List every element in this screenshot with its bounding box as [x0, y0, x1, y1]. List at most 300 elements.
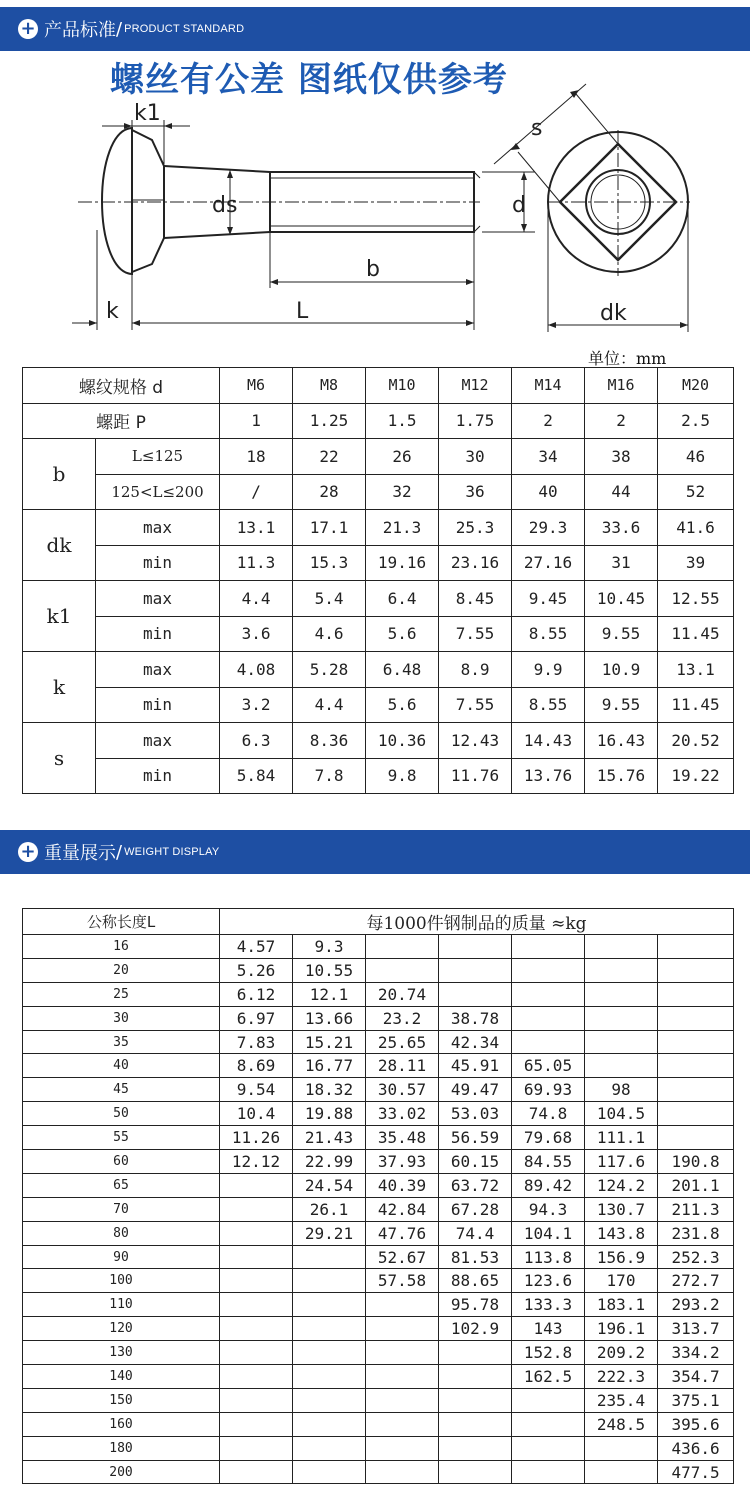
section-header-product-standard: [0, 7, 750, 51]
weight-cell: [585, 982, 658, 1006]
spec-cell: 23.16: [439, 545, 512, 581]
spec-cell: 19.16: [366, 545, 439, 581]
weight-cell: 477.5: [658, 1460, 734, 1484]
weight-cell: [512, 1030, 585, 1054]
spec-min-row: [23, 545, 734, 581]
weight-length-cell: 140: [23, 1365, 220, 1389]
label-d: d: [512, 193, 526, 218]
weight-cell: [366, 1436, 439, 1460]
weight-cell: 4.57: [220, 935, 293, 959]
weight-cell: [293, 1412, 366, 1436]
weight-cell: [585, 1460, 658, 1484]
weight-cell: 81.53: [439, 1245, 512, 1269]
section-title-cn: 重量展示: [44, 843, 116, 864]
weight-cell: [439, 1341, 512, 1365]
weight-cell: 11.26: [220, 1126, 293, 1150]
weight-cell: 8.69: [220, 1054, 293, 1078]
weight-length-cell: 50: [23, 1102, 220, 1126]
label-ds: ds: [212, 193, 238, 218]
weight-cell: [220, 1436, 293, 1460]
spec-cell: 15.3: [293, 545, 366, 581]
spec-b-row: [23, 474, 734, 510]
spec-cell: 2: [585, 403, 658, 439]
spec-group-label: b: [23, 439, 96, 510]
weight-cell: 252.3: [658, 1245, 734, 1269]
weight-cell: [658, 1030, 734, 1054]
spec-size-header: M6: [220, 368, 293, 404]
weight-cell: [293, 1436, 366, 1460]
weight-cell: [220, 1245, 293, 1269]
weight-cell: 313.7: [658, 1317, 734, 1341]
weight-cell: [220, 1365, 293, 1389]
weight-cell: 57.58: [366, 1269, 439, 1293]
weight-length-cell: 60: [23, 1150, 220, 1174]
spec-max-row: [23, 510, 734, 546]
weight-cell: [658, 982, 734, 1006]
weight-cell: 102.9: [439, 1317, 512, 1341]
weight-cell: 56.59: [439, 1126, 512, 1150]
spec-cell: 8.36: [293, 723, 366, 759]
weight-cell: 248.5: [585, 1412, 658, 1436]
weight-cell: [658, 1054, 734, 1078]
weight-cell: [366, 1341, 439, 1365]
weight-cell: [220, 1412, 293, 1436]
weight-cell: 143.8: [585, 1221, 658, 1245]
weight-cell: 74.8: [512, 1102, 585, 1126]
label-b: b: [366, 257, 380, 282]
spec-cell: 8.55: [512, 616, 585, 652]
weight-cell: 98: [585, 1078, 658, 1102]
weight-cell: 13.66: [293, 1006, 366, 1030]
weight-cell: 152.8: [512, 1341, 585, 1365]
weight-cell: 89.42: [512, 1173, 585, 1197]
spec-size-header: M12: [439, 368, 512, 404]
weight-cell: [658, 958, 734, 982]
weight-cell: [512, 1412, 585, 1436]
weight-cell: [585, 935, 658, 959]
spec-cell: 6.4: [366, 581, 439, 617]
weight-cell: 23.2: [366, 1006, 439, 1030]
weight-cell: 38.78: [439, 1006, 512, 1030]
spec-cell: 10.45: [585, 581, 658, 617]
weight-cell: [293, 1388, 366, 1412]
spec-cell: 4.4: [220, 581, 293, 617]
weight-length-cell: 55: [23, 1126, 220, 1150]
spec-cell: 13.76: [512, 758, 585, 794]
spec-b-condition: 125<L≤200: [96, 474, 220, 510]
spec-min-label: min: [96, 687, 220, 723]
spec-cell: 32: [366, 474, 439, 510]
spec-cell: 9.55: [585, 616, 658, 652]
weight-row: [23, 1317, 734, 1341]
weight-cell: 60.15: [439, 1150, 512, 1174]
spec-cell: 52: [658, 474, 734, 510]
spec-max-row: [23, 581, 734, 617]
spec-max-label: max: [96, 723, 220, 759]
weight-row: [23, 1341, 734, 1365]
spec-cell: 9.55: [585, 687, 658, 723]
weight-cell: [658, 1006, 734, 1030]
weight-cell: 29.21: [293, 1221, 366, 1245]
spec-cell: 6.48: [366, 652, 439, 688]
weight-row: [23, 1102, 734, 1126]
spec-cell: 17.1: [293, 510, 366, 546]
weight-cell: 6.97: [220, 1006, 293, 1030]
weight-cell: 190.8: [658, 1150, 734, 1174]
spec-cell: 22: [293, 439, 366, 475]
weight-cell: [220, 1173, 293, 1197]
spec-cell: 36: [439, 474, 512, 510]
spec-cell: 12.55: [658, 581, 734, 617]
weight-length-cell: 120: [23, 1317, 220, 1341]
weight-cell: 28.11: [366, 1054, 439, 1078]
weight-cell: 104.1: [512, 1221, 585, 1245]
weight-cell: [439, 1388, 512, 1412]
weight-cell: 117.6: [585, 1150, 658, 1174]
weight-length-cell: 45: [23, 1078, 220, 1102]
weight-cell: 25.65: [366, 1030, 439, 1054]
spec-group-label: dk: [23, 510, 96, 581]
weight-cell: [220, 1460, 293, 1484]
weight-cell: 201.1: [658, 1173, 734, 1197]
weight-row: [23, 1006, 734, 1030]
spec-cell: 4.6: [293, 616, 366, 652]
weight-cell: 113.8: [512, 1245, 585, 1269]
weight-cell: [512, 958, 585, 982]
weight-cell: 162.5: [512, 1365, 585, 1389]
weight-cell: [366, 1388, 439, 1412]
weight-cell: 12.12: [220, 1150, 293, 1174]
weight-cell: [585, 1030, 658, 1054]
weight-cell: 6.12: [220, 982, 293, 1006]
label-dk: dk: [600, 301, 627, 326]
weight-length-cell: 150: [23, 1388, 220, 1412]
spec-cell: 44: [585, 474, 658, 510]
weight-cell: 143: [512, 1317, 585, 1341]
weight-cell: 47.76: [366, 1221, 439, 1245]
weight-cell: 9.54: [220, 1078, 293, 1102]
weight-cell: 63.72: [439, 1173, 512, 1197]
weight-cell: 10.4: [220, 1102, 293, 1126]
spec-cell: 1.25: [293, 403, 366, 439]
spec-cell: 21.3: [366, 510, 439, 546]
weight-cell: 395.6: [658, 1412, 734, 1436]
weight-cell: [293, 1365, 366, 1389]
weight-cell: 133.3: [512, 1293, 585, 1317]
weight-cell: 10.55: [293, 958, 366, 982]
weight-length-cell: 30: [23, 1006, 220, 1030]
spec-cell: 38: [585, 439, 658, 475]
spec-cell: 3.2: [220, 687, 293, 723]
spec-cell: 6.3: [220, 723, 293, 759]
weight-cell: 22.99: [293, 1150, 366, 1174]
weight-cell: [220, 1197, 293, 1221]
spec-cell: 2: [512, 403, 585, 439]
weight-cell: 111.1: [585, 1126, 658, 1150]
weight-cell: [293, 1341, 366, 1365]
weight-cell: [658, 935, 734, 959]
weight-cell: 69.93: [512, 1078, 585, 1102]
weight-cell: 231.8: [658, 1221, 734, 1245]
weight-cell: [585, 958, 658, 982]
spec-cell: 10.36: [366, 723, 439, 759]
spec-cell: 40: [512, 474, 585, 510]
weight-cell: 16.77: [293, 1054, 366, 1078]
weight-cell: [293, 1269, 366, 1293]
weight-cell: 222.3: [585, 1365, 658, 1389]
spec-group-label: k: [23, 652, 96, 723]
weight-cell: [512, 982, 585, 1006]
carriage-bolt-drawing: [0, 80, 750, 345]
weight-cell: 26.1: [293, 1197, 366, 1221]
spec-cell: 34: [512, 439, 585, 475]
weight-length-cell: 25: [23, 982, 220, 1006]
weight-cell: 334.2: [658, 1341, 734, 1365]
weight-cell: [439, 982, 512, 1006]
spec-cell: 29.3: [512, 510, 585, 546]
spec-cell: 13.1: [658, 652, 734, 688]
weight-row: [23, 982, 734, 1006]
spec-group-label: s: [23, 723, 96, 794]
spec-cell: 8.45: [439, 581, 512, 617]
weight-cell: 183.1: [585, 1293, 658, 1317]
section-header-weight-display: [0, 830, 750, 874]
spec-min-row: [23, 616, 734, 652]
weight-cell: 24.54: [293, 1173, 366, 1197]
spec-cell: 39: [658, 545, 734, 581]
weight-cell: [439, 1412, 512, 1436]
weight-row: [23, 935, 734, 959]
section-title-en: PRODUCT STANDARD: [124, 23, 245, 35]
weight-cell: 436.6: [658, 1436, 734, 1460]
spec-cell: 41.6: [658, 510, 734, 546]
weight-cell: [658, 1126, 734, 1150]
spec-header-label: 螺纹规格 d: [23, 368, 220, 404]
weight-cell: 52.67: [366, 1245, 439, 1269]
weight-cell: [366, 1317, 439, 1341]
label-s: s: [531, 116, 543, 141]
spec-cell: 4.4: [293, 687, 366, 723]
label-k: k: [106, 299, 119, 324]
spec-cell: 19.22: [658, 758, 734, 794]
section-title-cn: 产品标准: [44, 20, 116, 41]
spec-cell: 5.4: [293, 581, 366, 617]
weight-length-cell: 16: [23, 935, 220, 959]
weight-cell: 15.21: [293, 1030, 366, 1054]
weight-cell: [366, 958, 439, 982]
weight-cell: 53.03: [439, 1102, 512, 1126]
weight-cell: 211.3: [658, 1197, 734, 1221]
weight-cell: [293, 1245, 366, 1269]
spec-cell: 46: [658, 439, 734, 475]
spec-cell: 33.6: [585, 510, 658, 546]
spec-size-header: M16: [585, 368, 658, 404]
weight-cell: 196.1: [585, 1317, 658, 1341]
weight-cell: 354.7: [658, 1365, 734, 1389]
weight-length-cell: 90: [23, 1245, 220, 1269]
weight-row: [23, 1126, 734, 1150]
weight-length-cell: 160: [23, 1412, 220, 1436]
weight-cell: 65.05: [512, 1054, 585, 1078]
weight-length-cell: 70: [23, 1197, 220, 1221]
weight-cell: [220, 1317, 293, 1341]
spec-cell: 27.16: [512, 545, 585, 581]
weight-length-cell: 20: [23, 958, 220, 982]
weight-cell: 209.2: [585, 1341, 658, 1365]
spec-b-row: [23, 439, 734, 475]
weight-cell: [439, 958, 512, 982]
spec-min-label: min: [96, 616, 220, 652]
weight-cell: [512, 1436, 585, 1460]
spec-cell: 28: [293, 474, 366, 510]
spec-cell: 5.6: [366, 616, 439, 652]
weight-length-cell: 65: [23, 1173, 220, 1197]
spec-cell: 11.45: [658, 616, 734, 652]
weight-cell: 49.47: [439, 1078, 512, 1102]
spec-size-header: M20: [658, 368, 734, 404]
label-k1: k1: [134, 101, 161, 126]
spec-cell: 18: [220, 439, 293, 475]
weight-row: [23, 1245, 734, 1269]
spec-cell: 30: [439, 439, 512, 475]
spec-cell: 8.55: [512, 687, 585, 723]
weight-cell: [585, 1054, 658, 1078]
weight-row: [23, 1150, 734, 1174]
spec-cell: 8.9: [439, 652, 512, 688]
weight-table: [22, 908, 734, 1484]
spec-min-label: min: [96, 545, 220, 581]
bolt-neck: [132, 130, 164, 272]
spec-cell: 7.55: [439, 687, 512, 723]
spec-cell: 11.45: [658, 687, 734, 723]
weight-table-title: 每1000件钢制品的质量 ≈kg: [220, 909, 734, 935]
spec-cell: 3.6: [220, 616, 293, 652]
spec-max-row: [23, 652, 734, 688]
weight-cell: [220, 1269, 293, 1293]
spec-max-label: max: [96, 510, 220, 546]
weight-cell: 21.43: [293, 1126, 366, 1150]
weight-row: [23, 958, 734, 982]
spec-group-label: k1: [23, 581, 96, 652]
spec-pitch-row: [23, 403, 734, 439]
weight-cell: 7.83: [220, 1030, 293, 1054]
spec-b-condition: L≤125: [96, 439, 220, 475]
spec-cell: 1: [220, 403, 293, 439]
spec-cell: 11.76: [439, 758, 512, 794]
spec-max-label: max: [96, 652, 220, 688]
spec-cell: 5.28: [293, 652, 366, 688]
weight-cell: [585, 1436, 658, 1460]
weight-cell: [220, 1388, 293, 1412]
weight-cell: 293.2: [658, 1293, 734, 1317]
weight-cell: 30.57: [366, 1078, 439, 1102]
weight-cell: 170: [585, 1269, 658, 1293]
weight-cell: 79.68: [512, 1126, 585, 1150]
weight-cell: 12.1: [293, 982, 366, 1006]
weight-cell: 124.2: [585, 1173, 658, 1197]
spec-cell: 4.08: [220, 652, 293, 688]
weight-cell: 45.91: [439, 1054, 512, 1078]
weight-cell: 5.26: [220, 958, 293, 982]
weight-row: [23, 1460, 734, 1484]
weight-cell: [658, 1078, 734, 1102]
weight-cell: [366, 1460, 439, 1484]
weight-cell: 20.74: [366, 982, 439, 1006]
weight-cell: [366, 1365, 439, 1389]
spec-cell: 13.1: [220, 510, 293, 546]
weight-cell: 37.93: [366, 1150, 439, 1174]
weight-cell: 95.78: [439, 1293, 512, 1317]
tolerance-note: 螺丝有公差 图纸仅供参考: [110, 60, 508, 100]
plus-circle-icon: +: [18, 19, 38, 39]
spec-cell: 7.55: [439, 616, 512, 652]
spec-cell: 2.5: [658, 403, 734, 439]
plus-circle-icon: +: [18, 842, 38, 862]
weight-cell: 104.5: [585, 1102, 658, 1126]
weight-row: [23, 1030, 734, 1054]
weight-cell: [658, 1102, 734, 1126]
spec-cell: 20.52: [658, 723, 734, 759]
spec-cell: 1.5: [366, 403, 439, 439]
spec-min-row: [23, 758, 734, 794]
weight-cell: [512, 1006, 585, 1030]
weight-cell: 19.88: [293, 1102, 366, 1126]
label-L: L: [296, 299, 309, 324]
weight-cell: 375.1: [658, 1388, 734, 1412]
spec-size-header: M10: [366, 368, 439, 404]
spec-max-label: max: [96, 581, 220, 617]
weight-cell: [293, 1293, 366, 1317]
section-title-en: WEIGHT DISPLAY: [124, 846, 220, 858]
weight-length-cell: 80: [23, 1221, 220, 1245]
weight-row: [23, 1221, 734, 1245]
spec-cell: 14.43: [512, 723, 585, 759]
weight-cell: 18.32: [293, 1078, 366, 1102]
spec-header-row: [23, 368, 734, 404]
spec-pitch-label: 螺距 P: [23, 403, 220, 439]
spec-cell: 5.6: [366, 687, 439, 723]
weight-header-row: [23, 909, 734, 935]
weight-cell: [220, 1221, 293, 1245]
weight-row: [23, 1269, 734, 1293]
spec-table: [22, 367, 734, 794]
spec-max-row: [23, 723, 734, 759]
weight-cell: 35.48: [366, 1126, 439, 1150]
title-separator: /: [116, 841, 123, 863]
weight-row: [23, 1054, 734, 1078]
spec-min-row: [23, 687, 734, 723]
spec-cell: 15.76: [585, 758, 658, 794]
weight-cell: [439, 1365, 512, 1389]
weight-length-cell: 35: [23, 1030, 220, 1054]
weight-length-cell: 40: [23, 1054, 220, 1078]
weight-cell: 84.55: [512, 1150, 585, 1174]
weight-cell: 42.34: [439, 1030, 512, 1054]
weight-cell: 235.4: [585, 1388, 658, 1412]
weight-row: [23, 1436, 734, 1460]
weight-row: [23, 1293, 734, 1317]
weight-length-cell: 110: [23, 1293, 220, 1317]
spec-size-header: M14: [512, 368, 585, 404]
weight-cell: [220, 1293, 293, 1317]
weight-row: [23, 1197, 734, 1221]
weight-row: [23, 1173, 734, 1197]
weight-cell: 40.39: [366, 1173, 439, 1197]
weight-length-header: 公称长度L: [23, 909, 220, 935]
spec-cell: 10.9: [585, 652, 658, 688]
spec-size-header: M8: [293, 368, 366, 404]
weight-cell: [512, 1388, 585, 1412]
